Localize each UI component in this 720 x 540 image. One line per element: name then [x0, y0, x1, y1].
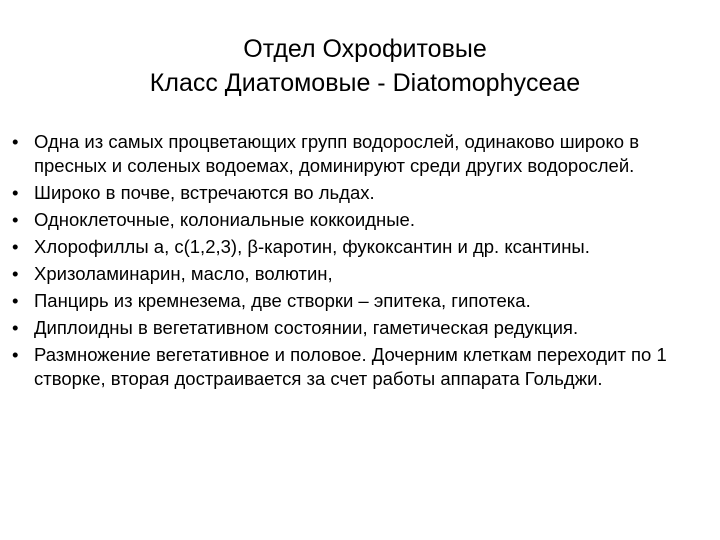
bullet-text: Одноклеточные, колониальные коккоидные.: [34, 209, 415, 230]
bullet-text: Хризоламинарин, масло, волютин,: [34, 263, 333, 284]
slide-title: [40, 32, 690, 100]
bullet-marker: •: [12, 344, 19, 365]
bullet-item: [12, 208, 712, 232]
bullet-marker: •: [12, 263, 19, 284]
bullet-marker: •: [12, 182, 19, 203]
bullet-text: Хлорофиллы а, с(1,2,3), β-каротин, фукоксантин и др. ксантины.: [34, 236, 590, 257]
bullet-text: Широко в почве, встречаются во льдах.: [34, 182, 375, 203]
bullet-marker: •: [12, 290, 19, 311]
bullet-marker: •: [12, 236, 19, 257]
bullet-marker: •: [12, 317, 19, 338]
bullet-item: [12, 130, 712, 178]
title-line-1: Отдел Охрофитовые: [243, 35, 487, 63]
bullet-item: [12, 181, 712, 205]
bullet-marker: •: [12, 209, 19, 230]
bullet-item: [12, 343, 712, 391]
bullet-text: Панцирь из кремнезема, две створки – эпитека, гипотека.: [34, 290, 531, 311]
title-line-2: Класс Диатомовые - Diatomophyceae: [149, 69, 581, 97]
bullet-item: [12, 262, 712, 286]
bullet-item: [12, 289, 712, 313]
bullet-text: Размножение вегетативное и половое. Дочерним клеткам переходит по 1 створке, вторая достраивается за счет работы аппарата Гольджи.: [34, 344, 667, 389]
bullet-item: [12, 316, 712, 340]
bullet-marker: •: [12, 131, 19, 152]
bullet-text: Одна из самых процветающих групп водорослей, одинаково широко в пресных и соленых водоемах, доминируют среди других водорослей.: [34, 131, 640, 176]
bullet-list: [12, 130, 712, 394]
bullet-item: [12, 235, 712, 259]
bullet-text: Диплоидны в вегетативном состоянии, гаметическая редукция.: [34, 317, 579, 338]
